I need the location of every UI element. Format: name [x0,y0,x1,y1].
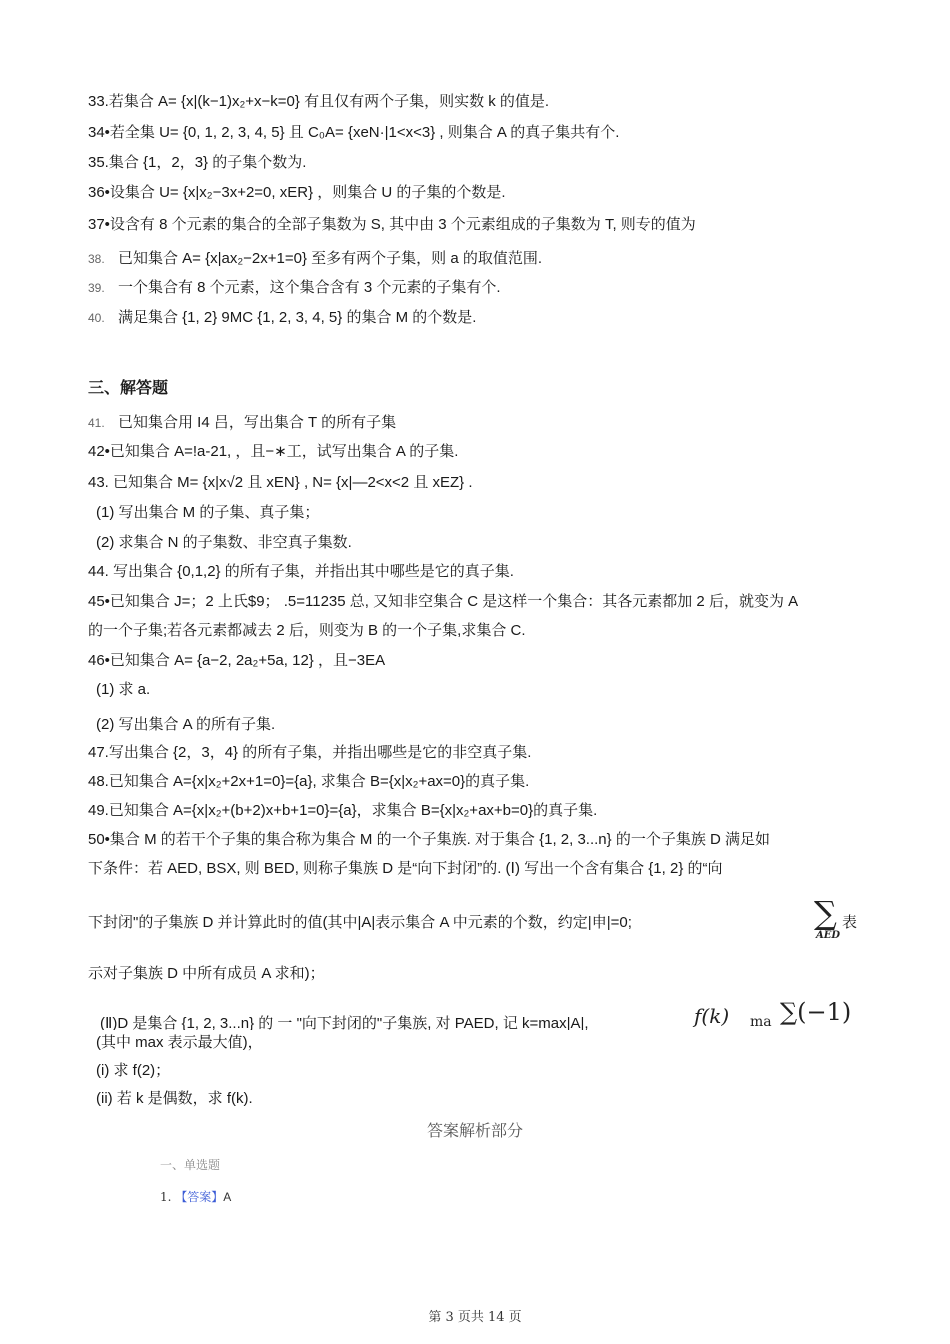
question-35: 35.集合 {1，2，3} 的子集个数为. [88,154,307,171]
question-text: 一个集合有 8 个元素，这个集合含有 3 个元素的子集有个. [118,279,501,296]
question-43: 43. 已知集合 M= {x|x√2 且 xEN} , N= {x|—2<x<2 且 xEZ} . [88,474,473,491]
question-44: 44. 写出集合 {0,1,2} 的所有子集，并指出其中哪些是它的真子集. [88,563,514,580]
question-number: 41. [88,416,105,430]
question-46: 46•已知集合 A= {a−2, 2a₂+5a, 12} ，且−3EA [88,652,386,669]
question-43-part1: (1) 写出集合 M 的子集、真子集； [96,504,320,521]
question-50-line4: 示对子集族 D 中所有成员 A 求和)； [88,965,325,982]
question-50-line3: 下封闭"的子集族 D 并计算此时的值(其中|A|表示集合 A 中元素的个数，约定|申|=0; [88,914,632,931]
question-number: 40. [88,311,105,325]
formula-sum-neg: ∑(−1) [780,998,852,1026]
question-46-part1: (1) 求 a. [96,681,151,698]
question-text: 满足集合 {1, 2} 9MC {1, 2, 3, 4, 5} 的集合 M 的个数是. [118,309,477,326]
question-40 [88,308,476,328]
question-50-line5 [100,1014,660,1030]
question-45-line1: 45•已知集合 J=；2 上氏$9； .5=11235 总, 又知非空集合 C 是这样一个集合：其各元素都加 2 后，就变为 A [88,593,799,610]
question-number: 39. [88,281,105,295]
question-43-part2: (2) 求集合 N 的子集数、非空真子集数. [96,534,352,551]
question-48: 48.已知集合 A={x|x₂+2x+1=0}={a}, 求集合 B={x|x₂+ax=0}的真子集. [88,773,530,790]
question-50-line1: 50•集合 M 的若干个子集的集合称为集合 M 的一个子集族. 对于集合 {1, 2, 3...n} 的一个子集族 D 满足如 [88,831,770,848]
question-42: 42•已知集合 A=!a-21, ，且−∗工，试写出集合 A 的子集. [88,443,459,460]
question-39 [88,278,501,298]
question-50-line6: (其中 max 表示最大值)， [96,1034,263,1051]
question-text: (Ⅱ)D 是集合 {1, 2, 3...n} 的 一 "向下封闭的"子集族, 对 PAED, 记 k=max|A|, [100,1015,589,1030]
answer-section-title: 答案解析部分 [426,1121,523,1140]
question-text: 已知集合用 I4 吕，写出集合 T 的所有子集 [118,414,397,431]
question-50-part-i: (i) 求 f(2)； [96,1062,171,1079]
formula-max-fragment: ma [750,1014,772,1030]
question-33: 33.若集合 A= {x|(k−1)x₂+x−k=0} 有且仅有两个子集，则实数 k 的值是. [88,93,550,110]
question-50-line3-tail: 表 [842,914,858,931]
sum-symbol: ∑ [814,894,837,932]
question-number: 38. [88,252,105,266]
answer-value: A [223,1190,232,1204]
answer-item [160,1188,231,1205]
answer-tag: 【答案】 [175,1190,224,1204]
sum-subscript: AED [816,930,841,941]
question-50-line2: 下条件：若 AED, BSX, 则 BED, 则称子集族 D 是“向下封闭”的. (Ⅰ) 写出一个含有集合 {1, 2} 的“向 [88,860,723,877]
question-37: 37•设含有 8 个元素的集合的全部子集数为 S, 其中由 3 个元素组成的子集数为 T, 则专的值为 [88,216,696,233]
question-38 [88,249,542,269]
page-footer: 第 3 页共 14 页 [428,1310,522,1325]
question-34: 34•若全集 U= {0, 1, 2, 3, 4, 5} 且 C₀A= {xeN·|1<x<3} , 则集合 A 的真子集共有个. [88,124,620,141]
question-50-part-ii: (ii) 若 k 是偶数，求 f(k). [96,1090,253,1107]
section-heading: 三、解答题 [88,380,169,397]
answer-subsection: 一、单选题 [160,1158,221,1172]
question-46-part2: (2) 写出集合 A 的所有子集. [96,716,276,733]
answer-item-number: 1. [160,1190,172,1204]
question-text: 已知集合 A= {x|ax₂−2x+1=0} 至多有两个子集，则 a 的取值范围. [118,250,543,267]
question-47: 47.写出集合 {2，3，4} 的所有子集，并指出哪些是它的非空真子集. [88,744,532,761]
question-36: 36•设集合 U= {x|x₂−3x+2=0, xER} ，则集合 U 的子集的个数是. [88,184,506,201]
question-41 [88,413,396,433]
question-45-line2: 的一个子集;若各元素都减去 2 后，则变为 B 的一个子集,求集合 C. [88,622,526,639]
formula-f-k: f(k) [694,1004,730,1028]
question-49: 49.已知集合 A={x|x₂+(b+2)x+b+1=0}={a}，求集合 B={x|x₂+ax+b=0}的真子集. [88,802,598,819]
